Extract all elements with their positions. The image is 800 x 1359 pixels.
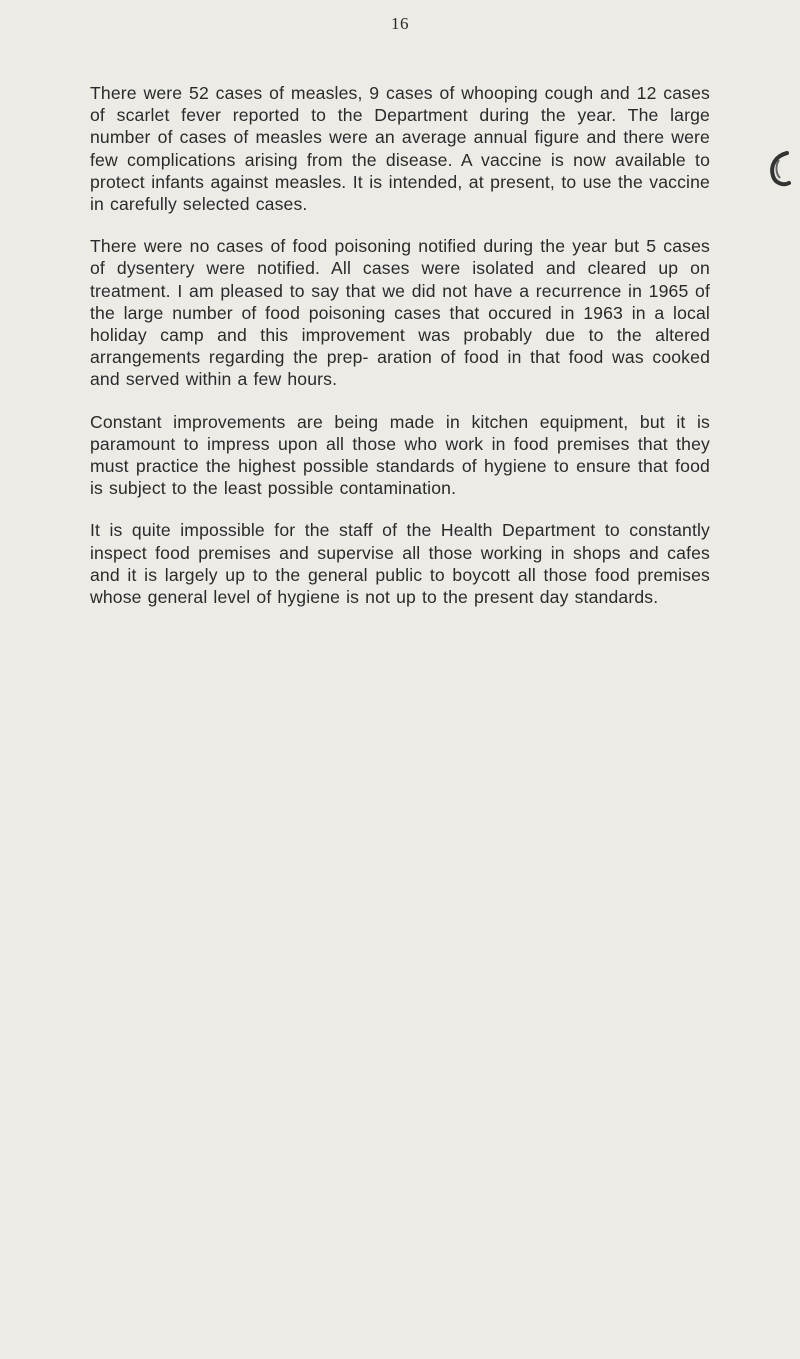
body-text (90, 82, 710, 628)
paragraph-food-poisoning: There were no cases of food poisoning notified during the year but 5 cases of dysentery were notified. All cases were isolated and cleared up on treatment. I am pleased to say that we did not have a recurrence in 1965 of the large number of food poisoning cases that occured in 1963 in a local holiday camp and this improvement was probably due to the altered arrangements regarding the prep- aration of food in that food was cooked and served within a few hours. (90, 236, 710, 390)
paragraph-kitchen-hygiene: Constant improvements are being made in kitchen equipment, but it is paramount to impress upon all those who work in food premises that they must practice the highest possible standards of hygiene to ensure that food is subject to the least possible contamination. (90, 411, 710, 499)
paragraph-inspection: It is quite impossible for the staff of the Health Department to constantly inspect food premises and supervise all those working in shops and cafes and it is largely up to the general public to boycott all those food premises whose general level of hygiene is not up to the present day standards. (90, 520, 710, 608)
page-number: 16 (391, 14, 409, 33)
binding-hole-mark (765, 150, 795, 188)
paragraph-infectious-diseases: There were 52 cases of measles, 9 cases of whooping cough and 12 cases of scarlet fever reported to the Department during the year. The large number of cases of measles were an average annual figure and there were few complications arising from the disease. A vaccine is now available to protect infants against measles. It is intended, at present, to use the vaccine in carefully selected cases. (90, 83, 710, 215)
